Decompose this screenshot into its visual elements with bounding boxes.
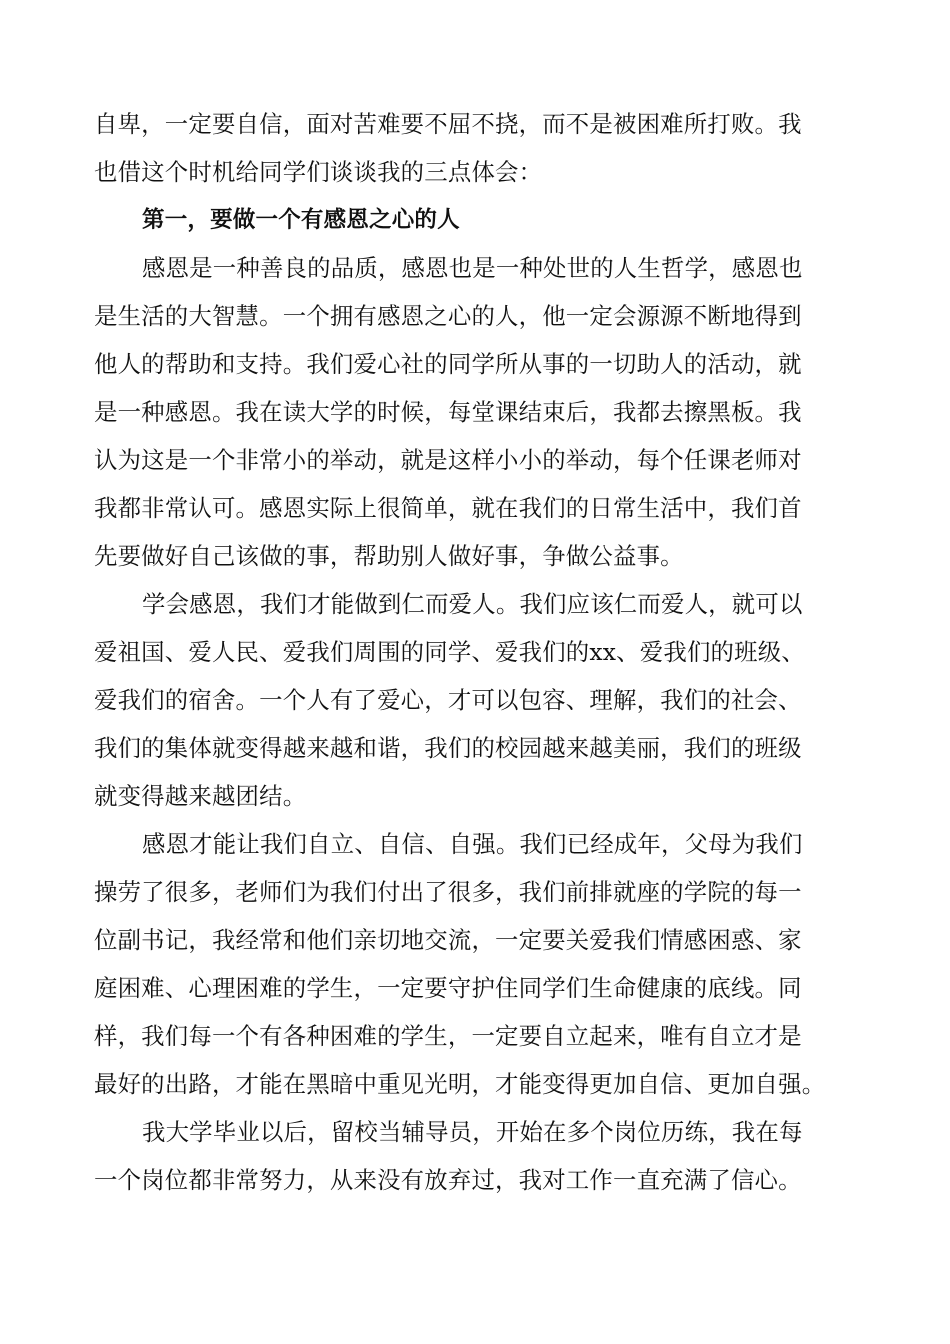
text-line: 就变得越来越团结。	[94, 782, 307, 810]
paragraph-start-line: 学会感恩，我们才能做到仁而爱人。我们应该仁而爱人，就可以	[142, 590, 803, 618]
text-line: 爱我们的宿舍。一个人有了爱心，才可以包容、理解，我们的社会、	[94, 686, 802, 714]
text-line: 他人的帮助和支持。我们爱心社的同学所从事的一切助人的活动，就	[94, 350, 802, 378]
text-line: 我都非常认可。感恩实际上很简单，就在我们的日常生活中，我们首	[94, 494, 802, 522]
text-line: 自卑，一定要自信，面对苦难要不屈不挠，而不是被困难所打败。我	[94, 110, 802, 138]
text-line: 样，我们每一个有各种困难的学生，一定要自立起来，唯有自立才是	[94, 1022, 802, 1050]
text-line: 先要做好自己该做的事，帮助别人做好事，争做公益事。	[94, 542, 684, 570]
text-line: 也借这个时机给同学们谈谈我的三点体会：	[94, 158, 543, 186]
text-line: 庭困难、心理困难的学生，一定要守护住同学们生命健康的底线。同	[94, 974, 802, 1002]
text-line: 是一种感恩。我在读大学的时候，每堂课结束后，我都去擦黑板。我	[94, 398, 802, 426]
paragraph-start-line: 感恩才能让我们自立、自信、自强。我们已经成年，父母为我们	[142, 830, 803, 858]
text-line: 操劳了很多，老师们为我们付出了很多，我们前排就座的学院的每一	[94, 878, 802, 906]
paragraph-start-line: 感恩是一种善良的品质，感恩也是一种处世的人生哲学，感恩也	[142, 254, 803, 282]
text-line: 位副书记，我经常和他们亲切地交流，一定要关爱我们情感困惑、家	[94, 926, 802, 954]
text-line: 最好的出路，才能在黑暗中重见光明，才能变得更加自信、更加自强。	[94, 1070, 826, 1098]
section-heading: 第一，要做一个有感恩之心的人	[142, 207, 460, 233]
text-line: 爱祖国、爱人民、爱我们周围的同学、爱我们的xx、爱我们的班级、	[94, 638, 805, 666]
text-line: 认为这是一个非常小的举动，就是这样小小的举动，每个任课老师对	[94, 446, 802, 474]
text-line: 一个岗位都非常努力，从来没有放弃过，我对工作一直充满了信心。	[94, 1166, 802, 1194]
text-line: 是生活的大智慧。一个拥有感恩之心的人，他一定会源源不断地得到	[94, 302, 802, 330]
paragraph-start-line: 我大学毕业以后，留校当辅导员，开始在多个岗位历练，我在每	[142, 1118, 803, 1146]
document-page	[94, 100, 858, 1204]
text-line: 我们的集体就变得越来越和谐，我们的校园越来越美丽，我们的班级	[94, 734, 802, 762]
